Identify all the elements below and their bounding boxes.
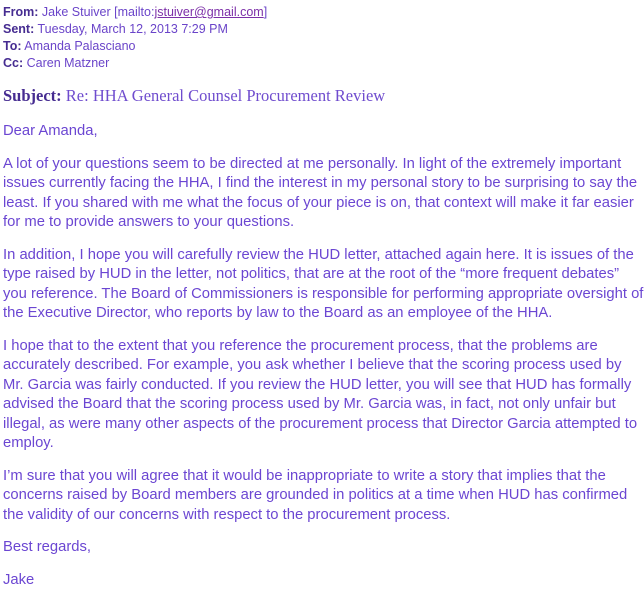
cc-label: Cc: <box>3 56 24 70</box>
subject-label: Subject: <box>3 86 62 105</box>
sent-label: Sent: <box>3 22 35 36</box>
to-label: To: <box>3 39 22 53</box>
from-label: From: <box>3 5 39 19</box>
from-email-link[interactable]: jstuiver@gmail.com <box>154 5 264 19</box>
subject-value: Re: HHA General Counsel Procurement Review <box>61 86 386 105</box>
salutation: Dear Amanda, <box>3 123 98 139</box>
email-headers <box>3 4 644 72</box>
cc-value: Caren Matzner <box>23 56 110 70</box>
header-to <box>3 38 644 55</box>
header-subject <box>3 85 644 106</box>
header-sent <box>3 21 644 38</box>
body-paragraph: A lot of your questions seem to be directed at me personally. In light of the extremely important issues currently facing the HHA, I find the interest in my personal story to be surprising to say the least. If you shared with me what the focus of your piece is on, that context will make it far easier for me to provide answers to your questions. <box>3 155 638 230</box>
to-value: Amanda Palasciano <box>21 39 136 53</box>
closing: Best regards, <box>3 539 92 555</box>
from-value-prefix: Jake Stuiver [mailto: <box>38 5 155 19</box>
header-from <box>3 4 644 21</box>
signature: Jake <box>3 571 35 588</box>
email-body <box>3 122 644 590</box>
body-paragraph: I’m sure that you will agree that it would be inappropriate to write a story that implies that the concerns raised by Board members are grounded in politics at a time when HUD has confirmed the validity of our concerns with respect to the procurement process. <box>3 467 628 523</box>
sent-value: Tuesday, March 12, 2013 7:29 PM <box>34 22 228 36</box>
from-value-suffix: ] <box>263 5 268 19</box>
body-paragraph: In addition, I hope you will carefully review the HUD letter, attached again here. It is issues of the type raised by HUD in the letter, not politics, that are at the root of the “more frequent debates” you reference. The Board of Commissioners is responsible for performing appropriate oversight of the Executive Director, who reports by law to the Board as an employee of the HHA. <box>3 246 644 321</box>
body-paragraph: I hope that to the extent that you reference the procurement process, that the problems are accurately described. For example, you ask whether I believe that the scoring process used by Mr. Garcia was fairly conducted. If you review the HUD letter, you will see that HUD has formally advised the Board that the scoring process used by Mr. Garcia was, in fact, not only unfair but illegal, as were many other aspects of the procurement process that Director Garcia attempted to employ. <box>3 337 638 451</box>
header-cc <box>3 55 644 72</box>
